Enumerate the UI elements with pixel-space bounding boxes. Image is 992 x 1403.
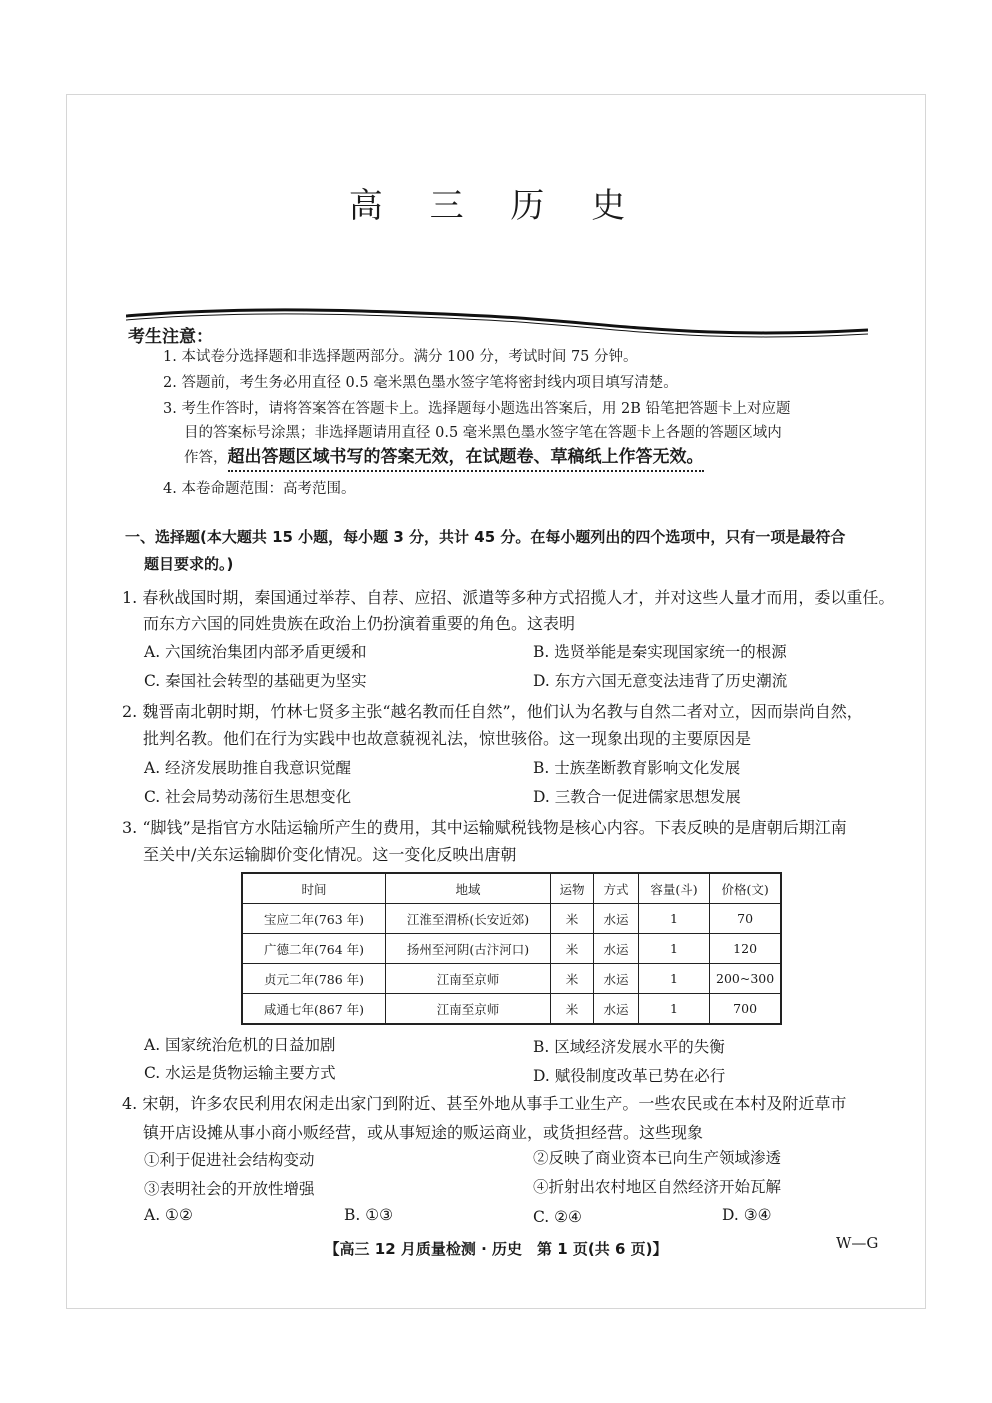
table-header: 价格(文) (710, 873, 782, 904)
question-4-statement-3: ③表明社会的开放性增强 (144, 1180, 315, 1198)
table-cell: 宝应二年(763 年) (242, 904, 386, 934)
decorative-wave-line (126, 300, 868, 346)
notice-item-3-cont: 目的答案标号涂黑；非选择题请用直径 0.5 毫米黑色墨水签字笔在答题卡上各题的答题区域内 (184, 425, 782, 441)
question-1-option-a: A. 六国统治集团内部矛盾更缓和 (144, 643, 367, 661)
table-header: 时间 (242, 873, 386, 904)
table-header-row (242, 873, 781, 904)
table-cell: 70 (710, 904, 782, 934)
question-4-option-b: B. ①③ (344, 1206, 394, 1224)
exam-title: 高 三 历 史 (348, 186, 644, 226)
table-row (242, 904, 781, 934)
question-3-stem: 3. “脚钱”是指官方水陆运输所产生的费用，其中运输赋税钱物是核心内容。下表反映的是唐朝后期江南 (122, 818, 847, 837)
table-cell: 120 (710, 934, 782, 964)
question-3-stem-cont: 至关中/关东运输脚价变化情况。这一变化反映出唐朝 (143, 845, 517, 864)
table-header: 容量(斗) (639, 873, 710, 904)
table-cell: 米 (551, 904, 594, 934)
table-cell: 米 (551, 994, 594, 1025)
table-cell: 水运 (594, 994, 639, 1025)
table-cell: 扬州至河阴(古汴河口) (386, 934, 551, 964)
question-1-option-d: D. 东方六国无意变法违背了历史潮流 (533, 672, 788, 690)
table-cell: 700 (710, 994, 782, 1025)
question-4-option-a: A. ①② (144, 1206, 193, 1224)
table-cell: 江淮至渭桥(长安近郊) (386, 904, 551, 934)
table-header: 运物 (551, 873, 594, 904)
notice-item-1: 1. 本试卷分选择题和非选择题两部分。满分 100 分，考试时间 75 分钟。 (163, 349, 638, 365)
notice-item-3-prefix: 作答， (184, 450, 228, 466)
question-3-option-b: B. 区域经济发展水平的失衡 (533, 1038, 725, 1056)
question-4-statement-4: ④折射出农村地区自然经济开始瓦解 (533, 1178, 782, 1196)
paper-code: W—G (836, 1234, 879, 1252)
table-cell: 米 (551, 964, 594, 994)
notice-item-3: 3. 考生作答时，请将答案答在答题卡上。选择题每小题选出答案后，用 2B 铅笔把答题卡上对应题 (163, 401, 791, 417)
section-heading-cont: 题目要求的。) (144, 555, 234, 573)
table-header: 地域 (386, 873, 551, 904)
freight-cost-table (241, 872, 782, 1025)
question-1-option-c: C. 秦国社会转型的基础更为坚实 (144, 672, 367, 690)
table-row (242, 934, 781, 964)
notice-emphasis: 超出答题区域书写的答案无效，在试题卷、草稿纸上作答无效。 (228, 447, 704, 472)
question-2-option-b: B. 士族垄断教育影响文化发展 (533, 759, 741, 777)
question-4-option-d: D. ③④ (722, 1206, 772, 1224)
question-3-option-c: C. 水运是货物运输主要方式 (144, 1064, 336, 1082)
table-cell: 水运 (594, 964, 639, 994)
table-row (242, 964, 781, 994)
question-2-stem-cont: 批判名教。他们在行为实践中也故意藐视礼法，惊世骇俗。这一现象出现的主要原因是 (143, 729, 752, 748)
question-2-option-a: A. 经济发展助推自我意识觉醒 (144, 759, 352, 777)
section-heading: 一、选择题(本大题共 15 小题，每小题 3 分，共计 45 分。在每小题列出的四个选项中，只有一项是最符合 (125, 528, 846, 546)
notice-item-3-last (184, 446, 704, 469)
table-cell: 贞元二年(786 年) (242, 964, 386, 994)
table-cell: 1 (639, 964, 710, 994)
notice-heading: 考生注意： (128, 327, 213, 347)
question-2-option-c: C. 社会局势动荡衍生思想变化 (144, 788, 352, 806)
table-cell: 1 (639, 904, 710, 934)
question-4-statement-2: ②反映了商业资本已向生产领域渗透 (533, 1149, 782, 1167)
table-cell: 江南至京师 (386, 994, 551, 1025)
table-cell: 1 (639, 934, 710, 964)
notice-item-4: 4. 本卷命题范围：高考范围。 (163, 481, 356, 497)
question-3-option-a: A. 国家统治危机的日益加剧 (144, 1036, 336, 1054)
question-1-stem-cont: 而东方六国的同姓贵族在政治上仍扮演着重要的角色。这表明 (143, 614, 576, 633)
question-4-option-c: C. ②④ (533, 1208, 582, 1226)
question-4-statement-1: ①利于促进社会结构变动 (144, 1151, 315, 1169)
table-cell: 1 (639, 994, 710, 1025)
notice-item-2: 2. 答题前，考生务必用直径 0.5 毫米黑色墨水签字笔将密封线内项目填写清楚。 (163, 375, 678, 391)
question-4-stem: 4. 宋朝，许多农民利用农闲走出家门到附近、甚至外地从事手工业生产。一些农民或在本村及附近草市 (122, 1094, 847, 1113)
table-header: 方式 (594, 873, 639, 904)
table-cell: 米 (551, 934, 594, 964)
page-footer: 【高三 12 月质量检测 · 历史 第 1 页(共 6 页)】 (324, 1240, 668, 1258)
table-row (242, 994, 781, 1025)
table-cell: 200~300 (710, 964, 782, 994)
question-3-option-d: D. 赋役制度改革已势在必行 (533, 1067, 726, 1085)
table-cell: 水运 (594, 904, 639, 934)
question-1-option-b: B. 选贤举能是秦实现国家统一的根源 (533, 643, 787, 661)
table-cell: 江南至京师 (386, 964, 551, 994)
table-cell: 水运 (594, 934, 639, 964)
question-4-stem-cont: 镇开店设摊从事小商小贩经营，或从事短途的贩运商业，或货担经营。这些现象 (143, 1123, 704, 1142)
question-2-stem: 2. 魏晋南北朝时期，竹林七贤多主张“越名教而任自然”，他们认为名教与自然二者对立，因而崇尚自然， (122, 702, 863, 721)
table-cell: 咸通七年(867 年) (242, 994, 386, 1025)
question-1-stem: 1. 春秋战国时期，秦国通过举荐、自荐、应招、派遣等多种方式招揽人才，并对这些人量才而用，委以重任。 (122, 588, 895, 607)
question-2-option-d: D. 三教合一促进儒家思想发展 (533, 788, 741, 806)
table-cell: 广德二年(764 年) (242, 934, 386, 964)
